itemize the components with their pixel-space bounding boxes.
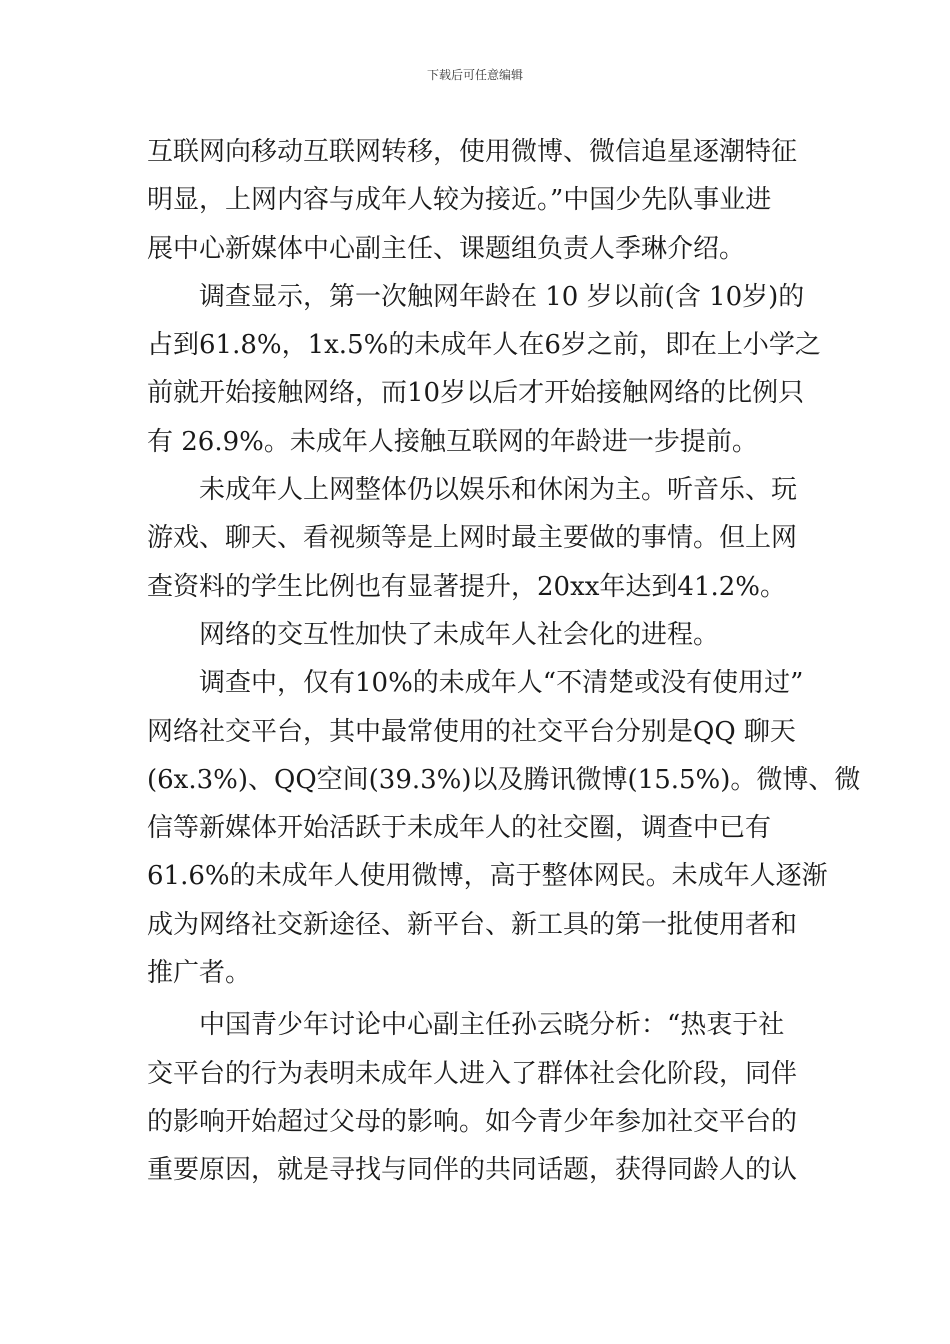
text-line: 调查显示，第一次触网年龄在 10 岁以前(含 10岁)的 <box>199 281 805 312</box>
document-body <box>147 128 861 1195</box>
text-line: 的影响开始超过父母的影响。如今青少年参加社交平台的 <box>147 1106 798 1137</box>
text-line: 未成年人上网整体仍以娱乐和休闲为主。听音乐、玩 <box>199 475 798 506</box>
text-line: 互联网向移动互联网转移，使用微博、微信追星逐潮特征 <box>147 137 798 167</box>
text-line: 占到61.8%，1x.5%的未成年人在6岁之前，即在上小学之 <box>147 330 821 361</box>
text-line: 查资料的学生比例也有显著提升，20xx年达到41.2%。 <box>147 571 787 602</box>
text-line: 前就开始接触网络，而10岁以后才开始接触网络的比例只 <box>147 378 805 409</box>
text-line: 网络的交互性加快了未成年人社会化的进程。 <box>199 619 720 650</box>
text-line: 展中心新媒体中心副主任、课题组负责人季琳介绍。 <box>147 233 746 264</box>
page-header: 下载后可任意编辑 <box>426 68 523 82</box>
text-line: (6x.3%)、QQ空间(39.3%)以及腾讯微博(15.5%)。微博、微 <box>147 764 861 795</box>
text-line: 61.6%的未成年人使用微博，高于整体网民。未成年人逐渐 <box>147 861 828 892</box>
text-line: 网络社交平台，其中最常使用的社交平台分别是QQ 聊天 <box>147 716 796 747</box>
text-line: 明显，上网内容与成年人较为接近。”中国少先队事业进 <box>147 185 772 216</box>
text-line: 中国青少年讨论中心副主任孙云晓分析：“热衷于社 <box>199 1010 785 1041</box>
text-line: 有 26.9%。未成年人接触互联网的年龄进一步提前。 <box>147 426 758 457</box>
text-line: 游戏、聊天、看视频等是上网时最主要做的事情。但上网 <box>147 523 798 554</box>
text-line: 推广者。 <box>147 958 252 989</box>
text-line: 信等新媒体开始活跃于未成年人的社交圈，调查中已有 <box>147 813 772 844</box>
text-line: 交平台的行为表明未成年人进入了群体社会化阶段，同伴 <box>147 1058 798 1089</box>
text-line: 重要原因，就是寻找与同伴的共同话题，获得同龄人的认 <box>147 1155 798 1186</box>
text-line: 调查中，仅有10%的未成年人“不清楚或没有使用过” <box>199 668 804 699</box>
text-line: 成为网络社交新途径、新平台、新工具的第一批使用者和 <box>147 909 798 940</box>
